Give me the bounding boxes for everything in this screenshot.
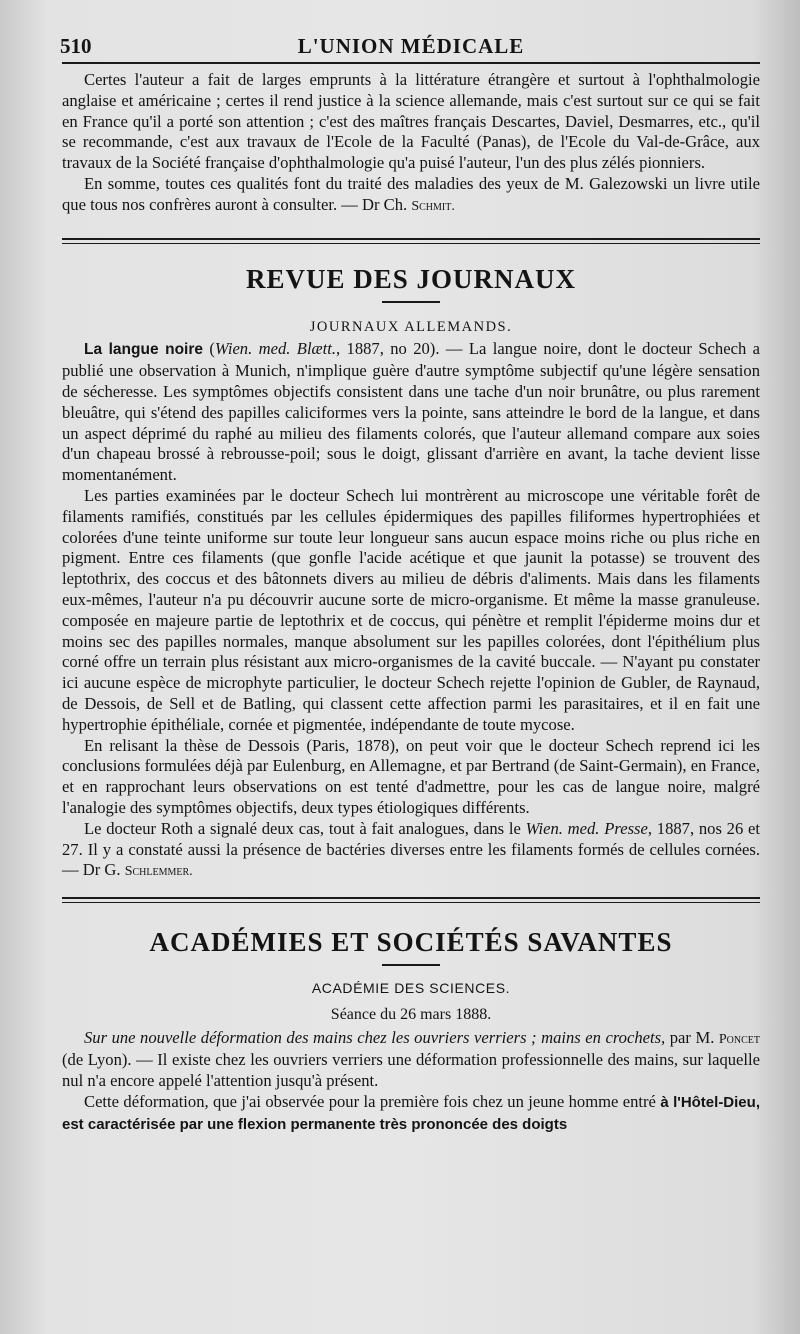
revue-signature-prefix: Dr G. <box>82 860 121 880</box>
academies-paragraph-1 <box>62 1028 760 1092</box>
page-header <box>62 28 760 62</box>
academies-subheading: ACADÉMIE DES SCIENCES. <box>311 980 511 997</box>
session-date: Séance du 26 mars 1888. <box>330 1005 492 1023</box>
revue-paragraph-3: En relisant la thèse de Dessois (Paris, 1878), on peut voir que le docteur Schech reprend ici les conclusions formulées déjà par Eulenburg, en Allemagne, et par Bertrand (de Saint-Germain), en France, et en rapprochant leurs observations on est tenté d'admettre, pour les cas de langue noire, malgré l'analogie des symptômes objectifs, deux types étiologiques différents. <box>62 735 760 817</box>
revue-paragraph-4 <box>62 819 760 883</box>
review-signature-name: Schmit. <box>411 198 455 214</box>
communication-title: Sur une nouvelle déformation des mains chez les ouvriers verriers ; mains en crochets, <box>84 1027 666 1047</box>
revue-title: REVUE DES JOURNAUX <box>245 263 577 294</box>
article-title: La langue noire <box>84 341 204 359</box>
revue-paragraph-2: Les parties examinées par le docteur Schech lui montrèrent au microscope une véritable forêt de filaments ramifiés, constitués par les cellules épidermiques des papilles filiformes hypertrophiées et colorées d'une teinte uniforme sur toute leur longueur sans aucun espace moins riche ou plus riche en pigment. Entre ces filaments (que gonfle l'acide acétique et que jaunit la potasse) se trouvent des leptothrix, des coccus et des bâtonnets divers au milieu de débris d'aliments. Mais dans les filaments eux-mêmes, l'auteur n'a pu découvrir aucune sorte de micro-organisme. Et même la masse granuleuse. composée en majeure partie de leptothrix et de coccus, qui pénètre et remplit l'épiderme moins dur et moins sec des papilles normales, manque absolument sur les papilles colorées, dont l'épithélium plus corné offre un terrain plus résistant aux micro-organismes de la cavité buccale. — N'ayant pu constater ici aucune espèce de microphyte particulier, le docteur Schech rejette l'opinion de Gubler, de Raynaud, de Dessois, de Sell et de Batling, qui classent cette affection parmi les parasitaires, et il en fait une hypertrophie épithéliale, cornée et pigmentée, indépendante de toute mycose. <box>62 485 760 734</box>
communication-by: par M. <box>669 1027 715 1047</box>
review-paragraph-1: Certes l'auteur a fait de larges emprunts à la littérature étrangère et surtout à l'ophthalmologie anglaise et américaine ; certes il rend justice à la science allemande, mais c'est surtout sur ce qui se fait en France qu'il a porté son attention ; c'est des maîtres français Descartes, Daviel, Desmarres, etc., qu'il se recommande, c'est aux travaux de l'Ecole de la Faculté (Panas), de l'Ecole du Val-de-Grâce, aux travaux de la Société française d'ophthalmologie qu'a puisé l'auteur, l'un des plus zélés pionniers. <box>62 70 760 173</box>
revue-paragraph-1: La langue noire (Wien. med. Blætt., 1887, no 20). — La langue noire, dont le docteur Schech a publié une observation à Munich, n'implique guère d'autre symptôme subjectif qu'une légère sensation de sécheresse. Les symptômes objectifs consistent dans une tache d'un noir brunâtre, ou plus rarement bleuâtre, qui s'étend des papilles caliciformes vers la pointe, sans atteindre le bord de la langue, et dans un aspect déprimé du raphé au milieu des filaments colorés, que l'auteur allemand compare aux soies d'un chapeau brossé à rebrousse-poil; sous le doigt, glissant d'arrière en avant, la tache devient lisse momentanément. <box>62 339 760 485</box>
revue-paragraph-4-journal: Wien. med. Presse <box>525 818 648 838</box>
review-paragraph-2 <box>62 174 760 218</box>
academies-paragraph-2 <box>62 1092 760 1136</box>
academies-paragraph-1-text: (de Lyon). — Il existe chez les ouvriers verriers une déformation professionnelle des mains, sur laquelle nul n'a encore appelé l'attention jusqu'à présent. <box>62 1050 760 1091</box>
revue-subheading: JOURNAUX ALLEMANDS. <box>309 318 513 335</box>
journal-title: L'UNION MÉDICALE <box>297 34 525 58</box>
revue-paragraph-1-text: , 1887, no 20). — La langue noire, dont le docteur Schech a publié une observation à Munich, n'implique guère d'autre symptôme subjectif qu'une légère sensation de sécheresse. Les symptômes objectifs consistent dans une tache d'un noir brunâtre, ou plus rarement bleuâtre, qui s'étend des papilles caliciformes vers la pointe, sans atteindre le bord de la langue, et dans un aspect déprimé du raphé au milieu des filaments colorés, que l'auteur allemand compare aux soies d'un chapeau brossé à rebrousse-poil; sous le doigt, glissant d'arrière en avant, la tache devient lisse momentanément. <box>62 339 760 485</box>
citation-journal: Wien. med. Blætt. <box>214 339 336 359</box>
review-paragraph-2-text: En somme, toutes ces qualités font du traité des maladies des yeux de M. Galezowski un livre utile que tous nos confrères auront à consulter. — <box>62 173 760 214</box>
academies-paragraph-2-start: Cette déformation, que j'ai observée pour la première fois chez un jeune homme entré <box>84 1092 656 1112</box>
revue-paragraph-4-start: Le docteur Roth a signalé deux cas, tout à fait analogues, dans le <box>84 818 521 838</box>
academies-paragraph-2-bold: à l'Hôtel-Dieu, est caractérisée par une flexion permanente très prononcée des doigts <box>62 1094 760 1133</box>
revue-signature-name: Schlemmer. <box>124 864 193 880</box>
review-signature-prefix: Dr Ch. <box>362 194 408 214</box>
revue-paragraph-4-rest: , 1887, nos 26 et 27. Il y a constaté aussi la présence de bactéries diverses entre les filaments formés de cellules cornées. — <box>62 818 761 880</box>
academies-title: ACADÉMIES ET SOCIÉTÉS SAVANTES <box>149 927 673 958</box>
communication-author: Poncet <box>718 1031 761 1047</box>
page-number: 510 <box>60 34 92 58</box>
